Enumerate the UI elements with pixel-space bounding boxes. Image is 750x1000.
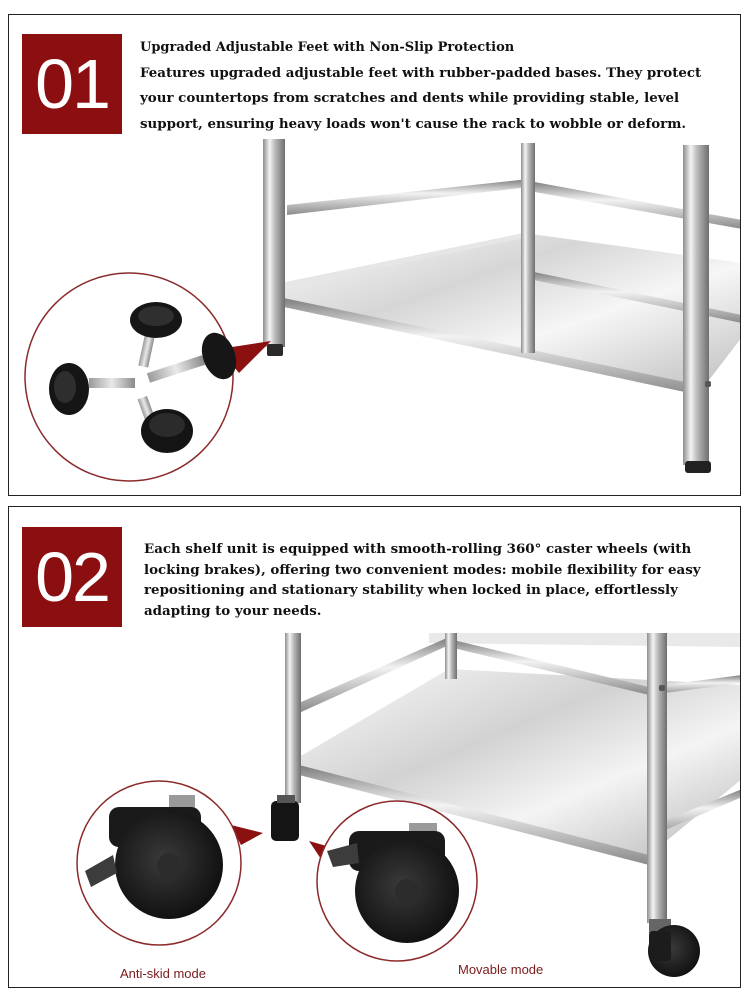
feature-description (140, 35, 735, 137)
section-number-badge: 02 (22, 527, 122, 627)
feature-section-adjustable-feet (8, 14, 741, 496)
feature-heading: Upgraded Adjustable Feet with Non-Slip Protection (140, 40, 515, 55)
feature-body-text: Features upgraded adjustable feet with rubber-padded bases. They protect your countertops from scratches and dents while providing stable, level support, ensuring heavy loads won't cause the rack to wobble or deform. (140, 64, 702, 132)
anti-skid-mode-closeup (77, 781, 241, 945)
feature-description (144, 539, 719, 621)
leveling-feet-closeup (25, 273, 242, 481)
feature-body-text: Each shelf unit is equipped with smooth-rolling 360° caster wheels (with locking brakes), offering two convenient modes: mobile flexibility for easy repositioning and stationary stability when locked in place, effortlessly adapting to your needs. (144, 541, 701, 619)
upper-shelf (429, 633, 741, 647)
feature-section-caster-wheels (8, 506, 741, 988)
movable-mode-closeup (317, 801, 477, 961)
movable-mode-label: Movable mode (458, 962, 544, 977)
section-number-badge: 01 (22, 34, 122, 134)
anti-skid-mode-label: Anti-skid mode (120, 966, 206, 981)
